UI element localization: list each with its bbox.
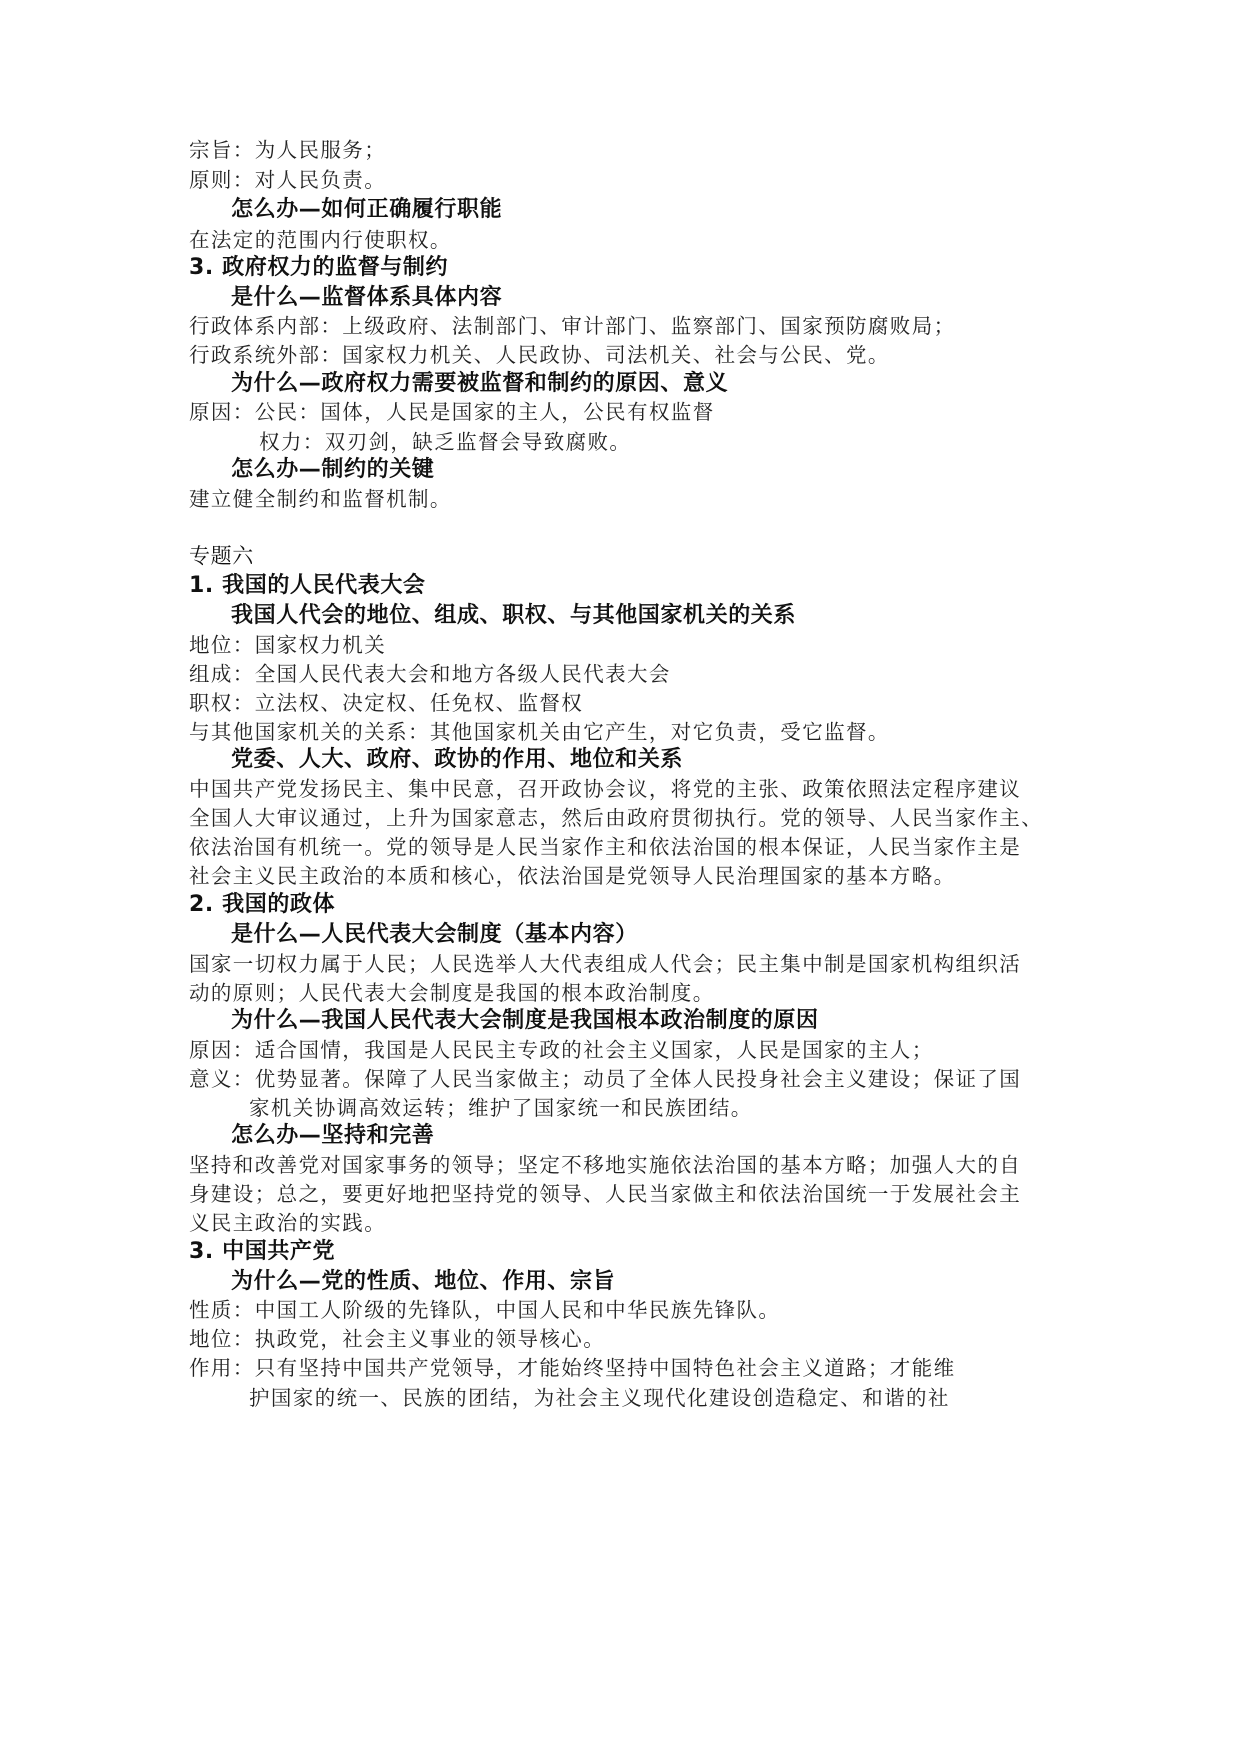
body-line: 坚持和改善党对国家事务的领导；坚定不移地实施依法治国的基本方略；加强人大的自 (189, 1153, 1022, 1177)
body-line: 在法定的范围内行使职权。 (189, 228, 452, 252)
heading-what-npc-system: 是什么—人民代表大会制度（基本内容） (231, 922, 638, 947)
body-line: 建立健全制约和监督机制。 (189, 487, 452, 511)
body-line: 护国家的统一、民族的团结，为社会主义现代化建设创造稳定、和谐的社 (249, 1386, 950, 1410)
body-line: 原因：适合国情，我国是人民民主专政的社会主义国家，人民是国家的主人； (189, 1038, 934, 1062)
section-heading-npc: 1. 我国的人民代表大会 (189, 573, 426, 598)
heading-what-supervision-system: 是什么—监督体系具体内容 (231, 285, 503, 310)
body-line: 行政系统外部：国家权力机关、人民政协、司法机关、社会与公民、党。 (189, 343, 890, 367)
body-line: 组成：全国人民代表大会和地方各级人民代表大会 (189, 662, 671, 686)
section-heading-cpc: 3. 中国共产党 (189, 1239, 336, 1264)
body-line: 家机关协调高效运转；维护了国家统一和民族团结。 (249, 1096, 753, 1120)
body-line: 中国共产党发扬民主、集中民意，召开政协会议，将党的主张、政策依照法定程序建议 (189, 777, 1022, 801)
body-line: 动的原则；人民代表大会制度是我国的根本政治制度。 (189, 981, 715, 1005)
heading-why-party-nature: 为什么—党的性质、地位、作用、宗旨 (231, 1269, 616, 1294)
principle-line: 原则：对人民负责。 (189, 168, 387, 192)
heading-how-fulfill-duties: 怎么办—如何正确履行职能 (231, 197, 503, 222)
body-line: 作用：只有坚持中国共产党领导，才能始终坚持中国特色社会主义道路；才能维 (189, 1356, 956, 1380)
heading-how-uphold-improve: 怎么办—坚持和完善 (231, 1123, 435, 1148)
body-line: 行政体系内部：上级政府、法制部门、审计部门、监察部门、国家预防腐败局； (189, 314, 956, 338)
heading-why-supervision: 为什么—政府权力需要被监督和制约的原因、意义 (231, 371, 729, 396)
body-line: 意义：优势显著。保障了人民当家做主；动员了全体人民投身社会主义建设；保证了国 (189, 1067, 1022, 1091)
body-line: 全国人大审议通过，上升为国家意志，然后由政府贯彻执行。党的领导、人民当家作主、 (189, 806, 1044, 830)
body-line: 国家一切权力属于人民；人民选举人大代表组成人代会；民主集中制是国家机构组织活 (189, 952, 1022, 976)
heading-party-roles: 党委、人大、政府、政协的作用、地位和关系 (231, 747, 684, 772)
body-line: 与其他国家机关的关系：其他国家机关由它产生，对它负责，受它监督。 (189, 720, 890, 744)
body-line: 职权：立法权、决定权、任免权、监督权 (189, 691, 584, 715)
body-line: 义民主政治的实践。 (189, 1211, 387, 1235)
body-line: 权力：双刃剑，缺乏监督会导致腐败。 (259, 430, 632, 454)
body-line: 性质：中国工人阶级的先锋队，中国人民和中华民族先锋队。 (189, 1298, 781, 1322)
body-line: 地位：执政党，社会主义事业的领导核心。 (189, 1327, 606, 1351)
section-heading-government-supervision: 3. 政府权力的监督与制约 (189, 255, 449, 280)
body-line: 地位：国家权力机关 (189, 633, 387, 657)
body-line: 身建设；总之，要更好地把坚持党的领导、人民当家做主和依法治国统一于发展社会主 (189, 1182, 1022, 1206)
body-line: 原因：公民：国体，人民是国家的主人，公民有权监督 (189, 400, 715, 424)
heading-npc-status: 我国人代会的地位、组成、职权、与其他国家机关的关系 (231, 603, 797, 628)
body-line: 依法治国有机统一。党的领导是人民当家作主和依法治国的根本保证，人民当家作主是 (189, 835, 1022, 859)
body-line: 社会主义民主政治的本质和核心，依法治国是党领导人民治理国家的基本方略。 (189, 864, 956, 888)
purpose-line: 宗旨：为人民服务； (189, 138, 387, 162)
section-heading-polity: 2. 我国的政体 (189, 892, 336, 917)
heading-why-npc-fundamental: 为什么—我国人民代表大会制度是我国根本政治制度的原因 (231, 1008, 819, 1033)
heading-how-restraint-key: 怎么办—制约的关键 (231, 457, 435, 482)
topic-label: 专题六 (189, 544, 254, 568)
